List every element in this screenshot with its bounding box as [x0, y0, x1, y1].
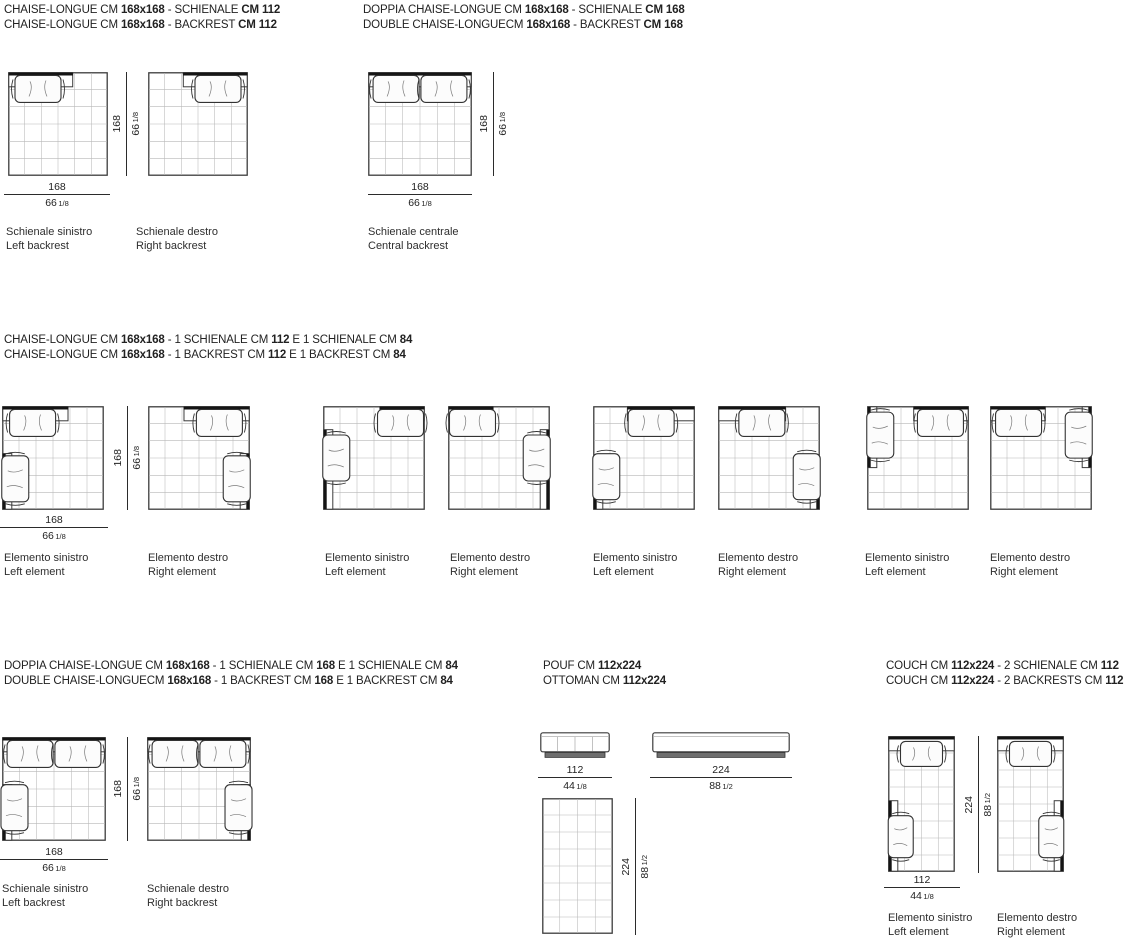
dim-line	[126, 72, 127, 176]
heading-line-en: CHAISE-LONGUE CM 168x168 - BACKREST CM 112	[4, 18, 277, 31]
heading-line-it: COUCH CM 112x224 - 2 SCHIENALE CM 112	[886, 660, 1119, 672]
dim-cm: 168	[111, 115, 123, 133]
width-dimension: 112 44 1/8	[538, 764, 612, 793]
section1-heading	[4, 3, 280, 32]
module-drawing-right-backrest	[147, 737, 251, 841]
module-label: Elemento destro Right element	[718, 552, 799, 578]
module-label: Elemento sinistro Left element	[4, 552, 89, 578]
heading-line-en: CHAISE-LONGUE CM 168x168 - 1 BACKREST CM 112 E 1 BACKREST CM 84	[4, 348, 406, 361]
pouf-plan-view	[542, 798, 613, 934]
dim-inch: 66 1/8	[130, 112, 143, 136]
module-drawing-central-backrest	[368, 72, 472, 176]
heading-line-it: CHAISE-LONGUE CM 168x168 - SCHIENALE CM 112	[4, 4, 281, 16]
width-dimension: 224 88 1/2	[650, 764, 792, 793]
module-label: Schienale sinistro Left backrest	[6, 226, 93, 252]
heading-line-it: CHAISE-LONGUE CM 168x168 - 1 SCHIENALE CM 112 E 1 SCHIENALE CM 84	[4, 334, 413, 346]
section3-heading	[4, 333, 412, 362]
module-label: Elemento sinistro Left element	[888, 912, 973, 938]
module-label: Elemento sinistro Left element	[865, 552, 950, 578]
module-label: Elemento destro Right element	[450, 552, 531, 578]
width-dimension	[4, 181, 110, 210]
pouf-front-elevation	[540, 732, 610, 759]
module-label: Elemento destro Right element	[990, 552, 1071, 578]
height-dimension: 224 88 1/2	[620, 798, 651, 935]
section6-heading	[886, 659, 1123, 688]
section5-heading	[543, 659, 666, 688]
module-label: Schienale destro Right backrest	[136, 226, 218, 252]
height-dimension: 224 88 1/2	[963, 736, 994, 873]
module-drawing-left-element	[323, 406, 425, 510]
heading-line-it: DOPPIA CHAISE-LONGUE CM 168x168 - 1 SCHIENALE CM 168 E 1 SCHIENALE CM 84	[4, 660, 458, 672]
heading-line-en: COUCH CM 112x224 - 2 BACKRESTS CM 112	[886, 674, 1124, 687]
heading-line-it: DOPPIA CHAISE-LONGUE CM 168x168 - SCHIENALE CM 168	[363, 4, 685, 16]
module-drawing-right-element	[718, 406, 820, 510]
module-label: Schienale sinistro Left backrest	[2, 883, 89, 909]
module-label: Elemento sinistro Left element	[325, 552, 410, 578]
heading-line-en: OTTOMAN CM 112x224	[543, 674, 667, 687]
module-drawing-left-element	[593, 406, 695, 510]
module-label: Elemento destro Right element	[148, 552, 229, 578]
module-drawing-left-backrest	[2, 737, 106, 841]
module-label: Schienale destro Right backrest	[147, 883, 229, 909]
heading-line-en: DOUBLE CHAISE-LONGUECM 168x168 - 1 BACKREST CM 168 E 1 BACKREST CM 84	[4, 674, 453, 687]
module-drawing-right-element	[990, 406, 1092, 510]
width-dimension: 112 44 1/8	[884, 874, 960, 903]
heading-line-en: DOUBLE CHAISE-LONGUECM 168x168 - BACKREST CM 168	[363, 18, 683, 31]
module-drawing-right-backrest	[148, 72, 248, 176]
heading-line-it: POUF CM 112x224	[543, 660, 642, 672]
module-drawing-left-element	[2, 406, 104, 510]
width-dimension: 168 66 1/8	[0, 846, 108, 875]
height-dimension: 168 66 1/8	[112, 737, 143, 841]
module-drawing-right-element	[997, 736, 1064, 872]
height-dimension: 168 66 1/8	[112, 406, 143, 510]
section2-heading	[363, 3, 685, 32]
pouf-side-elevation	[652, 732, 790, 759]
module-drawing-left-element	[888, 736, 955, 872]
height-dimension	[111, 72, 142, 176]
dim-line	[4, 194, 110, 195]
section4-heading	[4, 659, 458, 688]
module-drawing-left-backrest	[8, 72, 108, 176]
width-dimension: 168 66 1/8	[368, 181, 472, 210]
module-drawing-right-element	[148, 406, 250, 510]
height-dimension: 168 66 1/8	[478, 72, 509, 176]
module-label: Schienale centrale Central backrest	[368, 226, 459, 252]
module-label: Elemento sinistro Left element	[593, 552, 678, 578]
dim-cm: 168	[48, 181, 66, 193]
dim-inch: 66 1/8	[45, 197, 69, 209]
module-label: Elemento destro Right element	[997, 912, 1078, 938]
width-dimension: 168 66 1/8	[0, 514, 108, 543]
module-drawing-right-element	[448, 406, 550, 510]
module-drawing-left-element	[867, 406, 969, 510]
